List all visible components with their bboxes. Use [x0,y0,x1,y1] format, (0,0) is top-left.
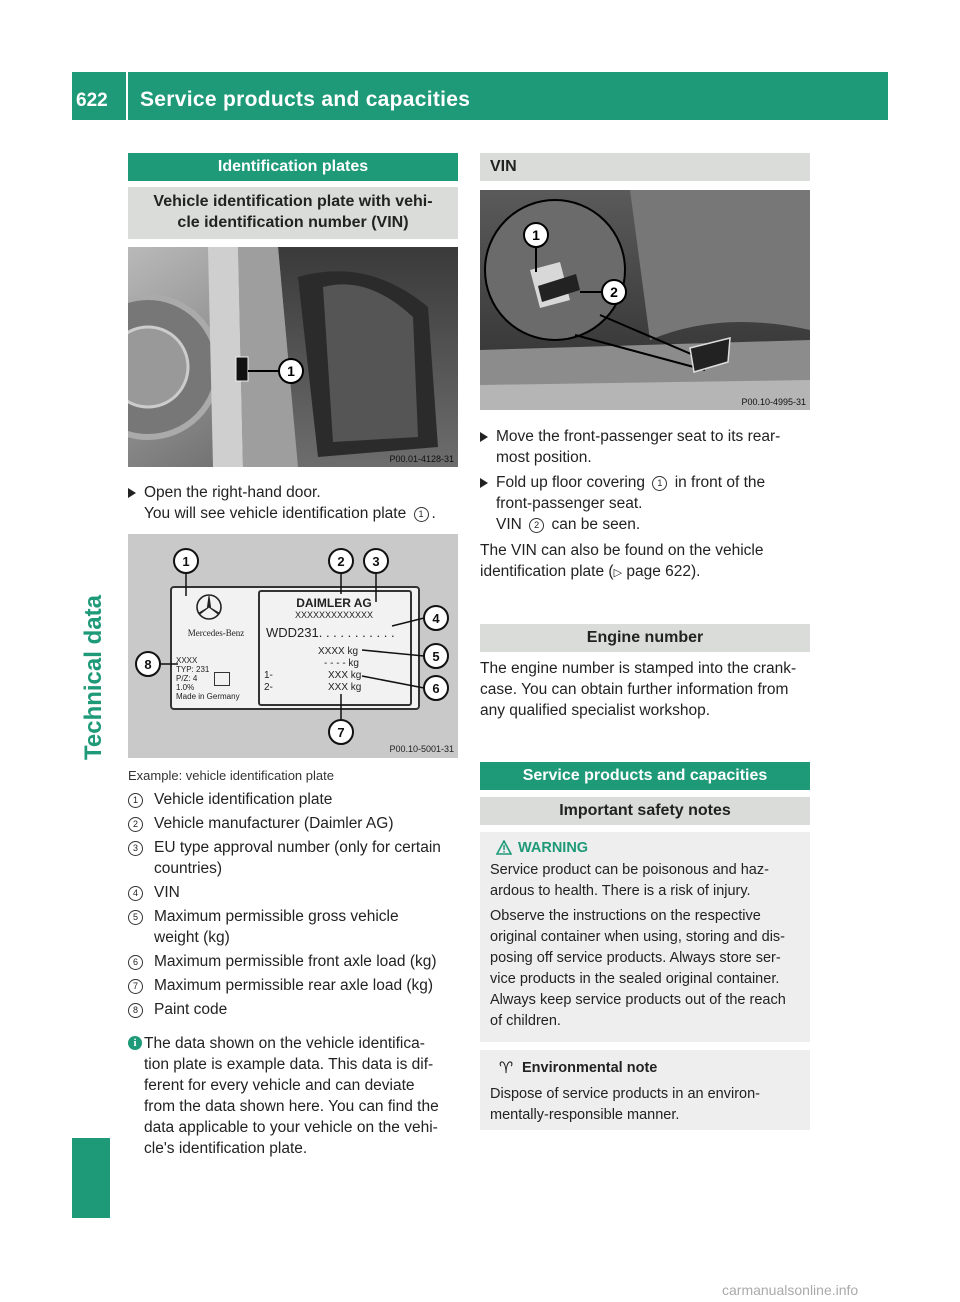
warning-line: Observe the instructions on the respective [490,908,761,924]
page-title: Service products and capacities [140,88,471,111]
plate-gross: XXXX kg [318,646,359,657]
engine-line: case. You can obtain further information from [480,681,789,698]
plate-callouts [128,534,458,758]
section-vin [480,153,810,181]
legend-item [128,906,460,948]
door-photo-image [128,247,458,467]
plate-approval: XXXXXXXXXXXXX [294,610,374,620]
step-text: in front of the [674,474,766,491]
paint-line: P/Z: 4 [176,674,198,683]
paint-line: XXXX [176,656,198,665]
warning-line: vice products in the sealed original container. [490,971,780,987]
environment-bulb-icon: ♈ [498,1060,514,1077]
legend-item [128,951,460,972]
info-line: data applicable to your vehicle on the vehi- [144,1119,438,1136]
plate-trailer: - - - - kg [324,658,359,669]
subsection-vin-plate [128,187,458,239]
plate-rear-label: 2- [264,682,273,693]
safety-title: Important safety notes [559,802,731,819]
svg-text:1: 1 [182,554,190,569]
svg-text:1: 1 [532,227,540,243]
section-title: Identification plates [217,158,369,175]
info-note [128,1033,460,1159]
svg-text:7: 7 [337,725,345,740]
warning-line: of children. [490,1013,561,1029]
vin-steps [480,426,812,584]
vin-title: VIN [490,158,517,175]
engine-line: any qualified specialist workshop. [480,702,711,719]
step-line [480,472,812,493]
step-text: Move the front-passenger seat to its rear- [496,428,781,445]
legend-text: Paint code [154,1001,228,1018]
page-number: 622 [76,90,108,111]
door-photo [128,247,458,467]
warning-line: posing off service products. Always store ser- [490,950,781,966]
step-line: You will see vehicle identification plate 1 . [144,505,436,522]
plate-code: P00.10-5001-31 [389,744,454,754]
env-line: mentally-responsible manner. [490,1107,680,1123]
step-line [128,482,460,503]
legend-text: EU type approval number (only for certain [154,839,441,856]
section-service-products [480,762,810,790]
legend-item [128,837,460,879]
legend-text: Vehicle identification plate [154,791,333,808]
svg-text:4: 4 [432,611,440,626]
legend-text: Maximum permissible front axle load (kg) [154,953,437,970]
info-line: from the data shown here. You can find the [144,1098,439,1115]
legend-text: countries) [154,860,223,877]
legend-text: weight (kg) [154,929,230,946]
warning-line: Service product can be poisonous and haz- [490,862,769,878]
svg-text:3: 3 [372,554,380,569]
photo-code: P00.01-4128-31 [389,454,454,464]
env-line: Dispose of service products in an environ- [490,1086,760,1102]
step-text: can be seen. [551,516,641,533]
paint-line: TYP: 231 [176,665,210,674]
legend-item [128,975,460,996]
legend-text: Vehicle manufacturer (Daimler AG) [154,815,394,832]
paint-line: Made in Germany [176,692,240,701]
callout-number-icon: 8 [128,1003,143,1018]
floor-photo [480,190,810,410]
legend-text: Maximum permissible rear axle load (kg) [154,977,434,994]
callout-number-icon: 2 [128,817,143,832]
step-text: Open the right-hand door. [144,484,321,501]
vin-also-text: The VIN can also be found on the vehicle [480,542,764,559]
page-link[interactable]: page 622). [626,563,701,580]
environment-box [480,1050,810,1130]
plate-front-label: 1- [264,670,273,681]
floor-photo-image [480,190,810,410]
paint-line: 1.0% [176,683,195,692]
legend-item [128,882,460,903]
step-text: VIN [496,516,522,533]
legend-list [128,789,460,1023]
callout-number-icon: 5 [128,910,143,925]
callout-number-icon: 3 [128,841,143,856]
vin-also-text: identification plate ( [480,563,614,580]
vin-also [480,561,812,584]
side-block [72,1138,110,1218]
plate-illustration [128,534,458,758]
vin-also [480,540,812,561]
section-identification-plates [128,153,458,181]
plate-rear: XXX kg [328,682,362,693]
svg-text:5: 5 [432,649,440,664]
footer-watermark: carmanualsonline.info [722,1282,859,1298]
callout-number-icon: 4 [128,886,143,901]
svg-text:8: 8 [144,657,152,672]
callout-number-icon: 7 [128,979,143,994]
callout-number-icon: 1 [128,793,143,808]
step-line [480,514,812,535]
subsection-safety-notes [480,797,810,825]
step-line [480,426,812,447]
svg-text:6: 6 [432,681,440,696]
warning-box [480,832,810,1042]
section-engine-number [480,624,810,652]
callout-1-icon: 1 [652,476,667,491]
legend-text: VIN [154,884,180,901]
step-text: front-passenger seat. [496,495,643,512]
info-line: ferent for every vehicle and can deviate [144,1077,415,1094]
legend-item [128,813,460,834]
warning-label: WARNING [518,840,589,856]
figure-caption: Example: vehicle identification plate [128,768,334,783]
engine-title: Engine number [586,629,704,646]
callout-2-icon: 2 [529,518,544,533]
step-line [480,493,812,514]
spc-title: Service products and capacities [522,767,768,784]
plate-brand: Mercedes-Benz [187,628,245,638]
plate-vin: WDD231. . . . . . . . . . . [266,625,395,640]
step-text: You will see vehicle identification plate [144,505,407,522]
info-line: cle's identification plate. [144,1140,308,1157]
subsection-title-line2: cle identification number (VIN) [177,214,409,231]
engine-text [480,658,812,721]
info-icon: i [128,1036,142,1050]
step-text: Fold up floor covering [496,474,646,491]
info-line: The data shown on the vehicle identifica- [144,1035,425,1052]
env-header [490,1058,800,1078]
step-line [480,447,812,468]
warning-line: ardous to health. There is a risk of injury. [490,883,751,899]
svg-text:2: 2 [337,554,345,569]
plate-maker: DAIMLER AG [296,596,372,610]
header-divider [126,72,128,120]
warning-header [496,840,800,856]
info-line: tion plate is example data. This data is dif- [144,1056,434,1073]
warning-triangle-icon [496,840,512,856]
left-step-1 [128,482,460,524]
photo-code: P00.10-4995-31 [741,397,806,407]
subsection-title-line1: Vehicle identification plate with vehi- [153,193,433,210]
plate-front: XXX kg [328,670,362,681]
side-tab-label: Technical data [80,595,107,760]
legend-item [128,789,460,810]
engine-line: The engine number is stamped into the crank- [480,660,797,677]
legend-item [128,999,460,1020]
step-text: most position. [496,449,592,466]
legend-text: Maximum permissible gross vehicle [154,908,399,925]
callout-number-icon: 6 [128,955,143,970]
warning-line: original container when using, storing and dis- [490,929,786,945]
callout-1-icon: 1 [414,507,429,522]
info-block [128,1033,460,1159]
svg-text:1: 1 [287,363,295,379]
warning-line: Always keep service products out of the reach [490,992,786,1008]
svg-text:2: 2 [610,284,618,300]
page-ref-arrow-icon: ▷ [613,567,623,579]
env-label: Environmental note [522,1060,658,1076]
